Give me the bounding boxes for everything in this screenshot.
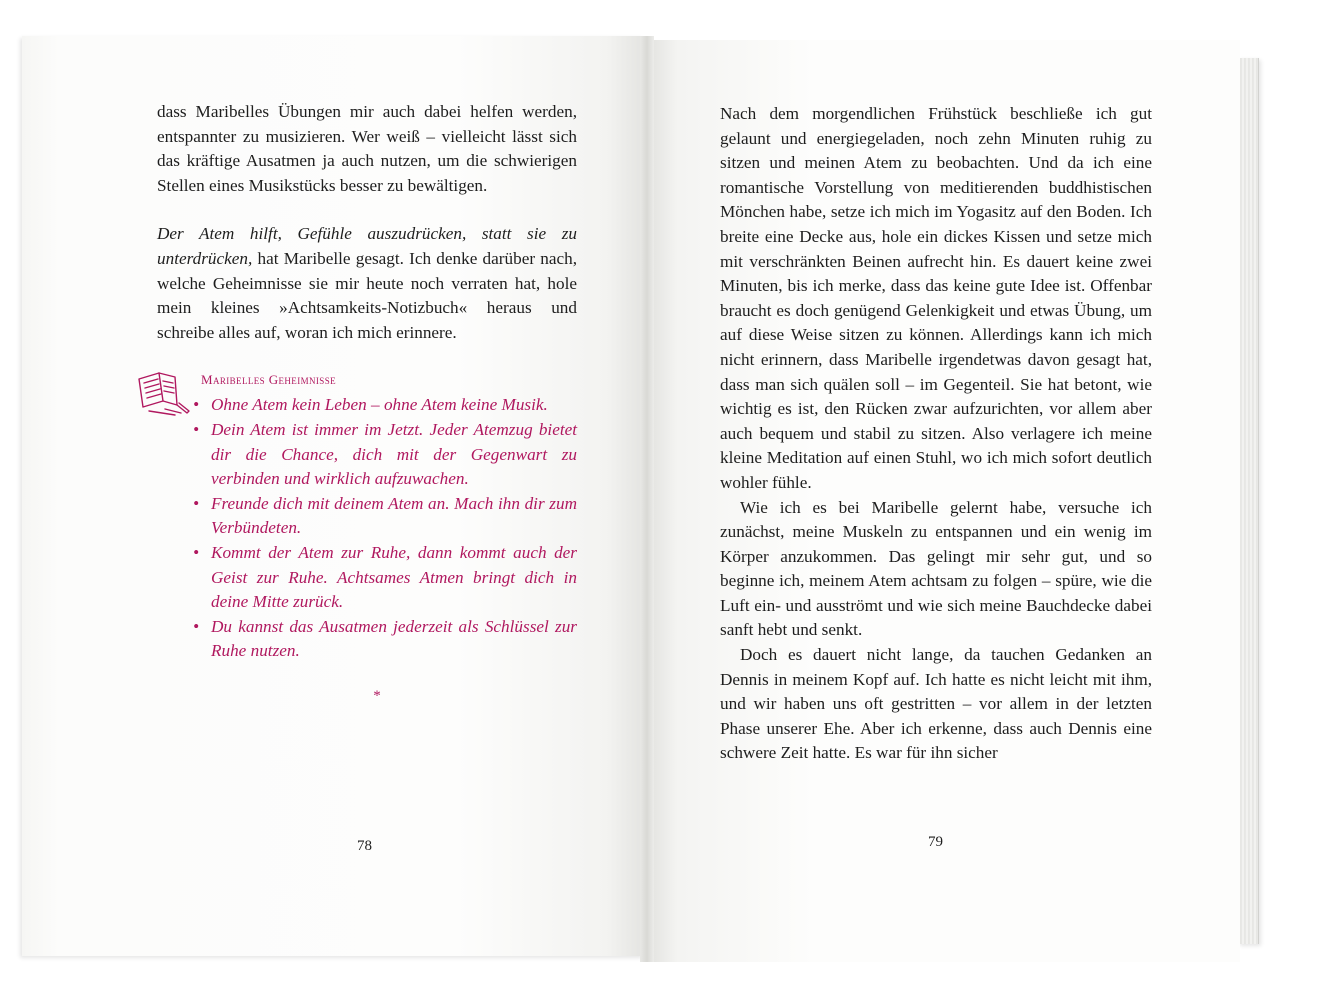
list-item: • Kommt der Atem zur Ruhe, dann kommt auch der Geist zur Ruhe. Achtsames Atmen bringt dich in deine Mitte zurück. (193, 542, 577, 612)
bullet: • (193, 493, 200, 513)
page-edges (1238, 58, 1259, 944)
page-number-left: 78 (357, 838, 372, 854)
secrets-box (157, 371, 577, 664)
quote-rest: hat Maribelle gesagt. Ich denke darüber nach, welche Geheimnisse sie mir heute noch verraten hat, hole mein kleines »Achtsamkeits-Notizbuch« heraus und schreibe alles auf, woran ich mich erinnere. (157, 248, 577, 342)
left-page (22, 36, 644, 956)
paragraph-quote (157, 222, 577, 345)
secrets-title: Maribelles Geheimnisse (201, 372, 336, 388)
right-page (648, 40, 1240, 962)
section-separator: * (373, 687, 381, 704)
list-item: • Du kannst das Ausatmen jederzeit als Schlüssel zur Ruhe nutzen. (193, 616, 577, 661)
secrets-list (193, 393, 577, 664)
notebook-pencil-icon (135, 367, 193, 419)
paragraph: Doch es dauert nicht lange, da tauchen Gedanken an Dennis in meinem Kopf auf. Ich hatte es nicht leicht mit ihm, und wir haben uns oft gestritten – vor allem in der letzten Phase unserer Ehe. Aber ich erkenne, dass auch Dennis eine schwere Zeit hatte. Es war für ihn sicher (720, 645, 1152, 763)
bullet: • (193, 616, 200, 636)
paragraph: Nach dem morgendlichen Frühstück beschließe ich gut gelaunt und energiegeladen, noch zehn Minuten ruhig zu sitzen und meinen Atem zu beobachten. Und da ich eine romantische Vorstellung von meditierenden buddhistischen Mönchen habe, setze ich mich im Yogasitz auf den Boden. Ich breite eine Decke aus, hole ein dickes Kissen und setze mich mit verschränkten Beinen aufrecht hin. Es dauert keine zwei Minuten, bis ich merke, dass das keine gute Idee ist. Offenbar braucht es doch genügend Gelenkigkeit und etwas Übung, um auf diese Weise sitzen zu können. Allerdings kann ich mich nicht erinnern, dass Maribelle irgendetwas davon gesagt hat, dass man sich quälen soll – im Gegenteil. Sie hat betont, wie wichtig es ist, den Rücken zwar aufzurichten, vor allem aber auch bequem und stabil zu sitzen. Also verlagere ich meine kleine Meditation auf einen Stuhl, wo ich mich sofort deutlich wohler fühle. (720, 104, 1152, 492)
bullet: • (193, 419, 200, 439)
bullet: • (193, 395, 200, 415)
list-item: • Ohne Atem kein Leben – ohne Atem keine Musik. (193, 393, 577, 418)
right-page-body (720, 102, 1152, 766)
list-item: • Freunde dich mit deinem Atem an. Mach ihn dir zum Verbündeten. (193, 493, 577, 538)
page-number-right: 79 (928, 834, 943, 850)
book-gutter (640, 36, 654, 962)
quote-italic: Der Atem hilft, Gefühle auszudrücken, statt sie zu unterdrücken, (157, 224, 577, 268)
left-page-body (157, 100, 577, 708)
paragraph: dass Maribelles Übungen mir auch dabei helfen werden, entspannter zu musizieren. Wer weiß – vielleicht lässt sich das kräftige Ausatmen ja auch nutzen, um die schwierigen Stellen eines Musikstücks besser zu bewältigen. (157, 102, 577, 195)
bullet: • (193, 542, 200, 562)
paragraph: Wie ich es bei Maribelle gelernt habe, versuche ich zunächst, meine Muskeln zu entspannen und ein wenig im Körper anzukommen. Das gelingt mir sehr gut, und so beginne ich, meinem Atem achtsam zu folgen – spüre, wie die Luft ein- und ausströmt und wie sich meine Bauchdecke dabei sanft hebt und senkt. (720, 497, 1152, 640)
list-item: • Dein Atem ist immer im Jetzt. Jeder Atemzug bietet dir die Chance, dich mit der Gegenwart zu verbinden und wirklich aufzuwachen. (193, 419, 577, 489)
